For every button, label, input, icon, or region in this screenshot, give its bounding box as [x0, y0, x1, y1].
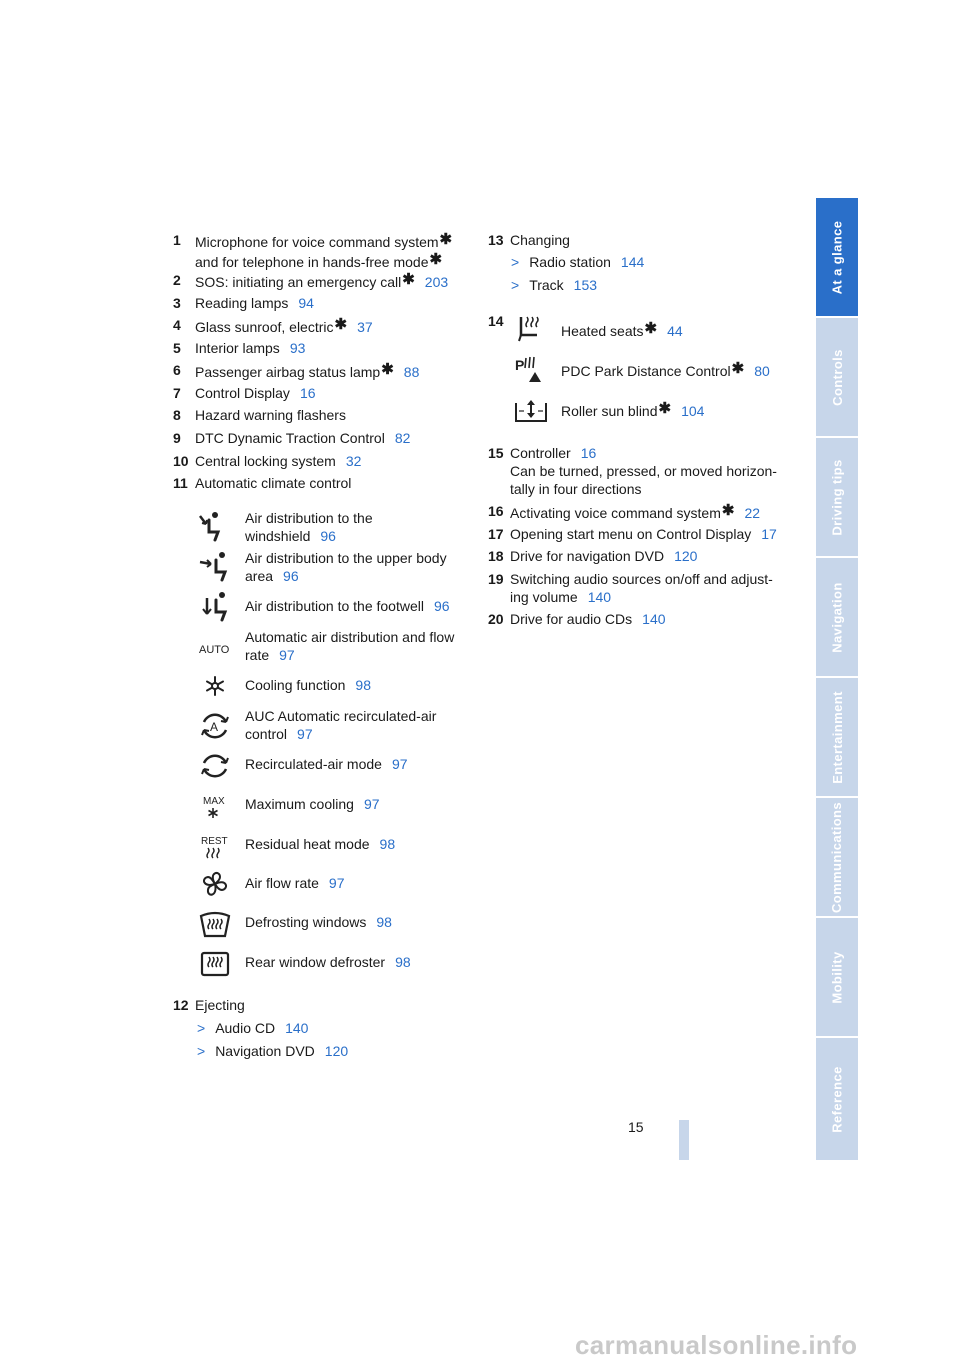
list-item: 20 Drive for audio CDs 140 — [488, 611, 666, 627]
sub-item: > Navigation DVD 120 — [197, 1043, 349, 1059]
sub-item: > Track 153 — [511, 277, 598, 293]
bullet-arrow-icon: > — [197, 1020, 206, 1036]
upper-body-airflow-icon — [198, 550, 232, 582]
tab-entertainment[interactable]: Entertainment — [816, 678, 858, 796]
page-link[interactable]: 97 — [391, 756, 408, 772]
page-link[interactable]: 16 — [299, 385, 316, 401]
page-link[interactable]: 96 — [283, 568, 299, 584]
page-link[interactable]: 88 — [403, 364, 420, 380]
list-item: 13 Changing — [488, 232, 570, 248]
climate-row: Defrosting windows 98 — [245, 914, 392, 930]
list-item: 18 Drive for navigation DVD 120 — [488, 548, 698, 564]
climate-row: Cooling function 98 — [245, 677, 371, 693]
optional-star-icon: ✱ — [721, 502, 735, 519]
page-link[interactable]: 98 — [395, 954, 411, 970]
list-item: 2 SOS: initiating an emergency call✱ 203 — [173, 271, 449, 290]
climate-row: Air distribution to the windshield 96 — [245, 510, 373, 544]
list-item: 19 Switching audio sources on/off and adjust- ing volume 140 — [488, 571, 773, 605]
climate-row: Automatic air distribution and flow rate 97 — [245, 629, 455, 663]
optional-star-icon: ✱ — [439, 231, 453, 248]
bullet-arrow-icon: > — [511, 277, 520, 293]
optional-star-icon: ✱ — [429, 251, 443, 268]
sun-blind-icon — [513, 395, 549, 425]
auto-icon — [198, 632, 232, 664]
climate-row: Residual heat mode 98 — [245, 836, 396, 852]
page-link[interactable]: 97 — [297, 726, 313, 742]
optional-star-icon: ✱ — [658, 400, 672, 417]
optional-star-icon: ✱ — [402, 271, 415, 288]
svg-text:AUTO: AUTO — [199, 644, 230, 656]
snowflake-icon — [198, 670, 232, 702]
list-item: 10 Central locking system 32 — [173, 453, 362, 469]
svg-text:MAX: MAX — [203, 796, 225, 807]
bullet-arrow-icon: > — [511, 254, 520, 270]
climate-row: Recirculated-air mode 97 — [245, 756, 408, 772]
tab-at-a-glance[interactable]: At a glance — [816, 198, 858, 316]
item-text: Microphone for voice command system — [195, 234, 439, 250]
svg-text:REST: REST — [201, 836, 228, 847]
page-link[interactable]: 120 — [324, 1043, 349, 1059]
feature-row: Roller sun blind✱ 104 — [561, 400, 705, 419]
fan-icon — [198, 868, 232, 900]
optional-star-icon: ✱ — [731, 360, 745, 377]
watermark: carmanualsonline.info — [575, 1330, 858, 1360]
list-item: 4 Glass sunroof, electric✱ 37 — [173, 316, 373, 335]
climate-row: Air distribution to the footwell 96 — [245, 598, 450, 614]
tab-navigation[interactable]: Navigation — [816, 558, 858, 676]
page-link[interactable]: 80 — [754, 363, 770, 379]
feature-row: Heated seats✱ 44 — [561, 320, 683, 339]
recirculation-icon — [198, 750, 232, 782]
page-link[interactable]: 203 — [424, 274, 449, 290]
chapter-tabs — [816, 198, 858, 1160]
page-link[interactable]: 16 — [580, 445, 597, 461]
residual-heat-icon — [198, 830, 232, 862]
heated-seat-icon — [513, 313, 549, 343]
sub-item: > Radio station 144 — [511, 254, 645, 270]
page-link[interactable]: 96 — [320, 528, 336, 544]
page-link[interactable]: 140 — [642, 611, 666, 627]
page-link[interactable]: 82 — [394, 430, 411, 446]
page-link[interactable]: 93 — [289, 340, 306, 356]
max-cooling-icon — [198, 790, 232, 822]
rear-window-defrost-icon — [198, 947, 232, 979]
list-item: 1 Microphone for voice command system✱ and for telephone in hands-free mode✱ — [173, 231, 453, 270]
item-text: and for telephone in hands-free mode — [195, 254, 429, 270]
list-item: 3 Reading lamps 94 — [173, 295, 314, 311]
list-item: 5 Interior lamps 93 — [173, 340, 306, 356]
page-marker — [679, 1120, 689, 1160]
windshield-defrost-icon — [198, 908, 232, 940]
page-link[interactable]: 140 — [285, 1020, 309, 1036]
svg-text:P: P — [515, 357, 525, 373]
climate-row: AUC Automatic recirculated-air control 97 — [245, 708, 437, 742]
list-item: 17 Opening start menu on Control Display 17 — [488, 526, 777, 542]
page-link[interactable]: 97 — [363, 796, 380, 812]
pdc-icon — [513, 354, 549, 384]
tab-mobility[interactable]: Mobility — [816, 918, 858, 1036]
page-link[interactable]: 120 — [674, 548, 698, 564]
climate-row: Rear window defroster 98 — [245, 954, 411, 970]
page-link[interactable]: 97 — [328, 875, 345, 891]
tab-driving-tips[interactable]: Driving tips — [816, 438, 858, 556]
page-link[interactable]: 44 — [667, 323, 683, 339]
tab-reference[interactable]: Reference — [816, 1038, 858, 1160]
bullet-arrow-icon: > — [197, 1043, 206, 1059]
climate-row: Air distribution to the upper body area 96 — [245, 550, 447, 584]
tab-communications[interactable]: Communications — [816, 798, 858, 916]
climate-row: Air flow rate 97 — [245, 875, 345, 891]
auc-recirculation-icon — [198, 710, 232, 742]
windshield-airflow-icon — [198, 510, 232, 542]
page-link[interactable]: 96 — [433, 598, 450, 614]
page-link[interactable]: 22 — [744, 505, 761, 521]
page-link[interactable]: 98 — [376, 914, 392, 930]
optional-star-icon: ✱ — [644, 320, 658, 337]
list-item: 15 Controller 16 Can be turned, pressed, or moved horizon- tally in four directions — [488, 445, 777, 497]
page-link[interactable]: 32 — [345, 453, 362, 469]
list-item: 7 Control Display 16 — [173, 385, 316, 401]
list-item: 16 Activating voice command system✱ 22 — [488, 502, 761, 521]
page-link[interactable]: 104 — [681, 403, 705, 419]
tab-controls[interactable]: Controls — [816, 318, 858, 436]
page-link[interactable]: 94 — [298, 295, 314, 311]
page-link[interactable]: 37 — [357, 319, 373, 335]
page-link[interactable]: 140 — [587, 589, 612, 605]
list-item: 8 Hazard warning flashers — [173, 407, 346, 423]
page-link[interactable]: 98 — [355, 677, 371, 693]
list-item: 6 Passenger airbag status lamp✱ 88 — [173, 361, 420, 380]
feature-row: PDC Park Distance Control✱ 80 — [561, 360, 770, 379]
optional-star-icon: ✱ — [334, 316, 348, 333]
svg-text:A: A — [210, 720, 219, 734]
sub-item: > Audio CD 140 — [197, 1020, 309, 1036]
page-link[interactable]: 144 — [620, 254, 645, 270]
list-item: 9 DTC Dynamic Traction Control 82 — [173, 430, 411, 446]
climate-row: Maximum cooling 97 — [245, 796, 380, 812]
footwell-airflow-icon — [198, 590, 232, 622]
page-link[interactable]: 153 — [573, 277, 598, 293]
list-item: 11 Automatic climate control — [173, 475, 352, 491]
list-item: 14 — [488, 313, 504, 329]
page-link[interactable]: 98 — [379, 836, 396, 852]
page-link[interactable]: 17 — [761, 526, 777, 542]
optional-star-icon: ✱ — [381, 361, 394, 378]
page-link[interactable]: 97 — [279, 647, 295, 663]
page-number: 15 — [628, 1119, 644, 1135]
list-item: 12 Ejecting — [173, 997, 245, 1013]
